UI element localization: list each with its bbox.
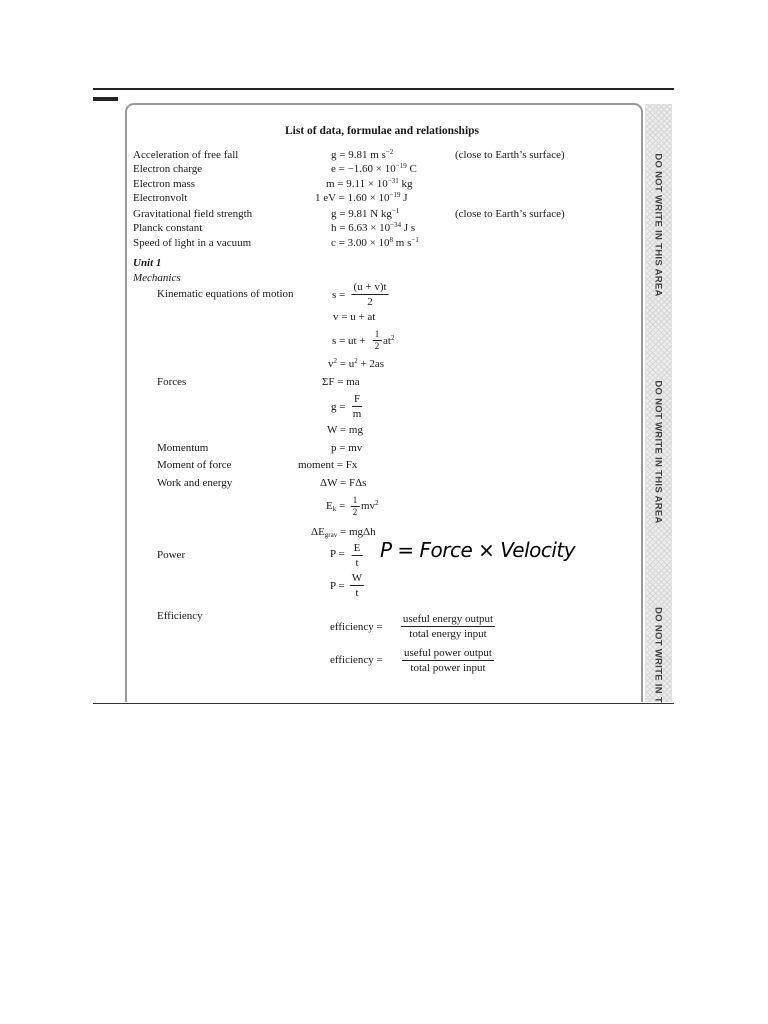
formula-v-squared: $v^2 = u^2 + 2as$	[328, 357, 385, 370]
section-heading: Mechanics	[133, 272, 181, 284]
topic-kinematic: Kinematic equations of motion	[157, 288, 294, 300]
formula-ek-lhs: $E_k$ =	[326, 500, 346, 513]
formula-mv-squared: $mv^2$	[361, 499, 379, 512]
topic-momentum: Momentum	[157, 442, 209, 454]
topic-forces: Forces	[157, 376, 187, 388]
constant-value: g = 9.81 N $kg^{-1}$	[331, 207, 400, 220]
unit-heading: Unit 1	[133, 257, 162, 269]
constant-value: $c = 3.00 \times 10^8$ m $s^{-1}$	[331, 236, 419, 249]
formula-half: $\frac{1}{2}$	[374, 329, 380, 351]
formula-w-over-t: $\frac{W}{t}$	[351, 572, 363, 599]
formula-at-squared: $at^2$	[383, 334, 395, 347]
topic-power: Power	[157, 549, 186, 561]
formula-eff2-lhs: efficiency =	[330, 654, 383, 666]
constant-name: Acceleration of free fall	[133, 149, 239, 161]
constant-note: (close to Earth’s surface)	[455, 208, 565, 220]
bottom-rule	[93, 703, 674, 704]
formula-sum-f: ΣF = ma	[322, 376, 360, 388]
formula-e-over-t: $\frac{E}{t}$	[353, 542, 361, 569]
topic-efficiency: Efficiency	[157, 610, 203, 622]
constant-value: 1 eV = $1.60 \times 10^{-19}$ J	[315, 191, 408, 204]
formula-v: v = u + at	[333, 311, 376, 323]
constant-name: Electron mass	[133, 178, 196, 190]
topic-work: Work and energy	[157, 477, 233, 489]
constant-name: Speed of light in a vacuum	[133, 237, 252, 249]
constant-value: g = 9.81 m $s^{-2}$	[331, 148, 394, 161]
constant-note: (close to Earth’s surface)	[455, 149, 565, 161]
formula-s-lhs: s =	[332, 289, 346, 301]
formula-energy-ratio: useful energy output total energy input	[402, 613, 494, 640]
constant-value: $m = 9.11 \times 10^{-31}$ kg	[326, 177, 413, 190]
formula-eff1-lhs: efficiency =	[330, 621, 383, 633]
formula-gpe: $\Delta E_{grav} = mg\Delta h$	[311, 526, 376, 539]
constant-value: $h = 6.63 \times 10^{-34}$ J s	[331, 221, 416, 234]
formula-s-ut-lhs: s = ut +	[332, 335, 366, 347]
constant-name: Electron charge	[133, 163, 203, 175]
formula-f-over-m: $\frac{F}{m}$	[352, 393, 362, 420]
formula-power-ratio: useful power output total power input	[404, 647, 492, 674]
formula-s-fraction: $\frac{(u + v)t}{2}$	[353, 281, 387, 308]
formula-p: p = mv	[331, 442, 363, 454]
handwritten-note: P = Force × Velocity	[380, 538, 576, 562]
page-title: List of data, formulae and relationships	[284, 125, 480, 137]
formula-p2-lhs: P =	[330, 580, 345, 592]
constant-value: $e = -1.60 \times 10^{-19}$ C	[331, 162, 417, 175]
constant-name: Planck constant	[133, 222, 203, 234]
formula-ek-half: $\frac{1}{2}$	[352, 495, 358, 517]
topic-moment: Moment of force	[157, 459, 232, 471]
constant-name: Gravitational field strength	[133, 208, 253, 220]
formula-w: W = mg	[327, 424, 363, 436]
formula-g-lhs: g =	[331, 401, 346, 413]
formula-moment: moment = Fx	[298, 459, 358, 471]
formula-work: ΔW = FΔs	[320, 477, 367, 489]
constant-name: Electronvolt	[133, 192, 188, 204]
formula-p1-lhs: P =	[330, 548, 345, 560]
